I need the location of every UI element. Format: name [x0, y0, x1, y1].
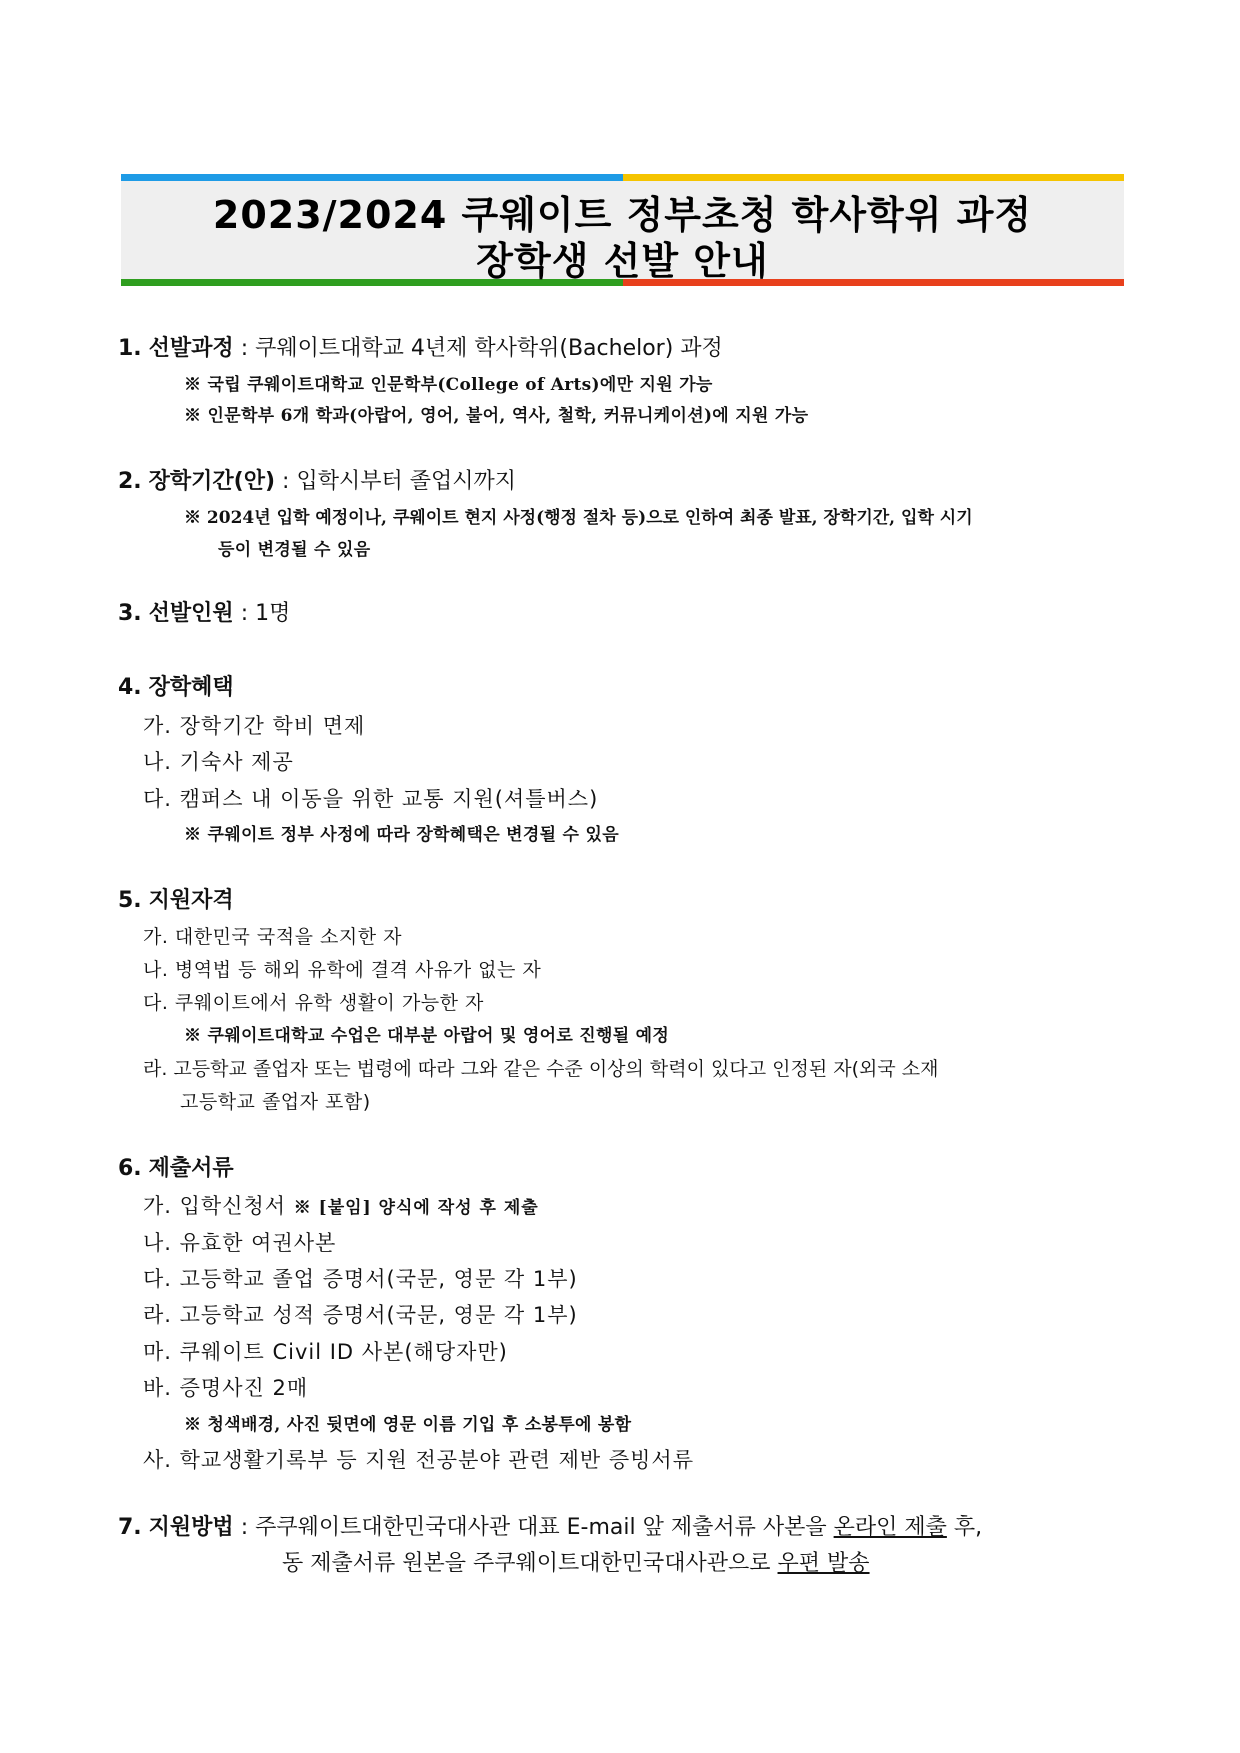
title-top-bar-yellow	[623, 174, 1125, 181]
section-7-header-line-1	[118, 1513, 982, 1543]
section-label: 장학기간(안)	[148, 469, 276, 494]
section-value: 쿠웨이트대학교 4년제 학사학위(Bachelor) 과정	[255, 336, 723, 361]
section-label: 장학혜택	[148, 675, 234, 700]
section-7-line-2	[282, 1549, 870, 1579]
section-1-note-1: ※ 국립 쿠웨이트대학교 인문학부(College of Arts)에만 지원 가능	[184, 375, 713, 395]
section-label: 제출서류	[148, 1156, 234, 1181]
section-7-online-submit: 온라인 제출	[833, 1515, 947, 1540]
section-value: 1명	[255, 601, 291, 626]
section-6-item: 다. 고등학교 졸업 증명서(국문, 영문 각 1부)	[143, 1267, 578, 1291]
section-label: 선발과정	[148, 336, 234, 361]
section-6-item: 마. 쿠웨이트 Civil ID 사본(해당자만)	[143, 1340, 508, 1364]
section-6-item-sa: 사. 학교생활기록부 등 지원 전공분야 관련 제반 증빙서류	[143, 1448, 694, 1472]
section-1-header	[118, 334, 723, 364]
section-label: 지원자격	[148, 888, 234, 913]
section-4-header	[118, 673, 234, 703]
section-5-note: ※ 쿠웨이트대학교 수업은 대부분 아랍어 및 영어로 진행될 예정	[184, 1026, 670, 1046]
section-4-note: ※ 쿠웨이트 정부 사정에 따라 장학혜택은 변경될 수 있음	[184, 825, 619, 845]
section-separator: :	[240, 1515, 249, 1540]
section-number: 4.	[118, 675, 142, 700]
section-7-line-1-end: 후,	[953, 1515, 983, 1540]
section-4-item: 나. 기숙사 제공	[143, 750, 294, 774]
section-7-line-1-text: 주쿠웨이트대한민국대사관 대표 E-mail 앞 제출서류 사본을	[255, 1515, 827, 1540]
section-6-item-ga-note: ※ [붙임] 양식에 작성 후 제출	[293, 1198, 539, 1218]
section-separator: :	[240, 336, 249, 361]
section-5-item: 가. 대한민국 국적을 소지한 자	[143, 926, 402, 948]
section-2-note-line-1: ※ 2024년 입학 예정이나, 쿠웨이트 현지 사정(행정 절차 등)으로 인하여 최종 발표, 장학기간, 입학 시기	[184, 508, 973, 528]
section-5-header	[118, 886, 234, 916]
section-4-item: 다. 캠퍼스 내 이동을 위한 교통 지원(셔틀버스)	[143, 787, 599, 811]
title-box	[121, 174, 1124, 286]
section-number: 2.	[118, 469, 142, 494]
section-number: 7.	[118, 1515, 142, 1540]
section-7-line-2-text: 동 제출서류 원본을 주쿠웨이트대한민국대사관으로	[282, 1551, 771, 1576]
section-6-item-ga	[143, 1191, 539, 1223]
title-top-bar-blue	[121, 174, 623, 181]
section-value: 입학시부터 졸업시까지	[296, 469, 516, 494]
section-4-item: 가. 장학기간 학비 면제	[143, 714, 366, 738]
section-5-item: 나. 병역법 등 해외 유학에 결격 사유가 없는 자	[143, 959, 542, 981]
section-number: 6.	[118, 1156, 142, 1181]
section-6-photo-note: ※ 청색배경, 사진 뒷면에 영문 이름 기입 후 소봉투에 봉함	[184, 1415, 632, 1435]
section-6-item-ga-label: 가. 입학신청서	[143, 1194, 287, 1218]
section-5-item-ra-line-2: 고등학교 졸업자 포함)	[180, 1091, 371, 1113]
section-number: 3.	[118, 601, 142, 626]
section-3-header	[118, 599, 290, 629]
section-label: 지원방법	[148, 1515, 234, 1540]
section-5-item-ra-line-1: 라. 고등학교 졸업자 또는 법령에 따라 그와 같은 수준 이상의 학력이 있다고 인정된 자(외국 소재	[143, 1058, 939, 1080]
section-number: 5.	[118, 888, 142, 913]
section-5-item: 다. 쿠웨이트에서 유학 생활이 가능한 자	[143, 992, 484, 1014]
section-6-item: 나. 유효한 여권사본	[143, 1231, 337, 1255]
section-6-header	[118, 1154, 234, 1184]
section-2-note-line-2: 등이 변경될 수 있음	[218, 540, 371, 560]
section-7-postal-send: 우편 발송	[777, 1551, 870, 1576]
section-number: 1.	[118, 336, 142, 361]
section-separator: :	[282, 469, 290, 494]
document-subtitle: 장학생 선발 안내	[476, 239, 769, 283]
document-title: 2023/2024 쿠웨이트 정부초청 학사학위 과정	[212, 193, 1033, 237]
section-separator: :	[240, 601, 249, 626]
section-2-header	[118, 467, 516, 497]
section-label: 선발인원	[148, 601, 234, 626]
section-1-note-2: ※ 인문학부 6개 학과(아랍어, 영어, 불어, 역사, 철학, 커뮤니케이션)에 지원 가능	[184, 406, 809, 426]
section-6-item: 바. 증명사진 2매	[143, 1376, 309, 1400]
section-6-item: 라. 고등학교 성적 증명서(국문, 영문 각 1부)	[143, 1303, 578, 1327]
